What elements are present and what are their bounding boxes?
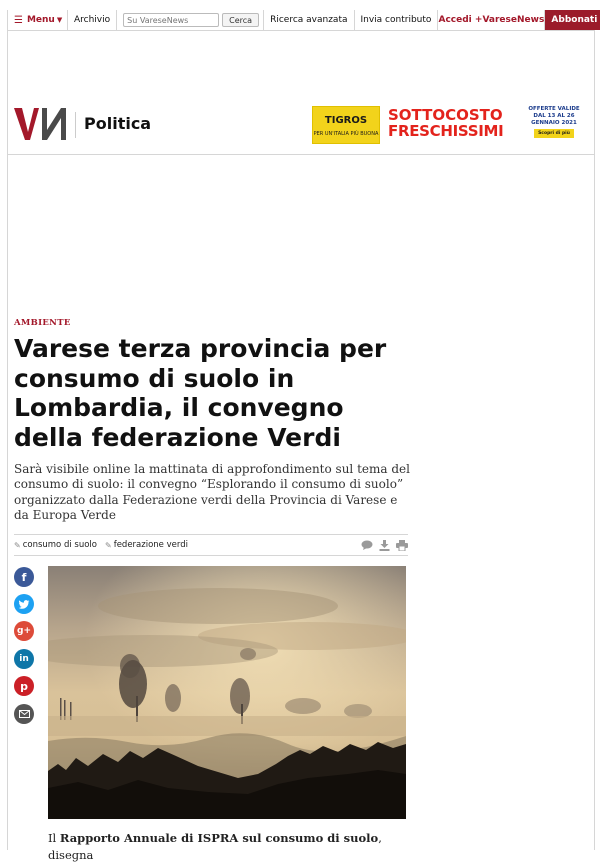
advertisement-banner[interactable] [312,106,586,144]
menu-button[interactable] [8,10,68,30]
hamburger-icon: ☰ [14,14,23,26]
article-photo[interactable] [48,566,406,819]
page-container [7,10,598,862]
ad-offer-box [524,106,584,138]
site-header [8,100,594,155]
print-icon[interactable] [396,540,408,551]
body-bold-link[interactable]: Rapporto Annuale di ISPRA sul consumo di suolo [59,831,379,845]
twitter-share-button[interactable] [14,594,34,614]
facebook-icon: f [21,570,27,584]
comment-icon[interactable] [361,540,373,550]
body-rest: , disegna [48,831,382,862]
article-headline: Varese terza provincia per consumo di suolo in Lombardia, il convegno della federazione Verdi [14,334,387,452]
linkedin-icon: in [19,654,29,664]
tag-label: consumo di suolo [22,540,97,550]
logo-text: VN [12,104,14,105]
email-icon [19,710,30,718]
download-icon[interactable] [379,540,390,551]
facebook-share-button[interactable] [14,567,34,587]
linkedin-share-button[interactable] [14,649,34,669]
top-navigation-bar [8,10,598,31]
googleplus-share-button[interactable] [14,621,34,641]
ad-offer-button[interactable]: Scopri di più [534,129,574,138]
ad-offer-line3: GENNAIO 2021 [531,120,577,126]
article-body-first-line [48,830,408,864]
search-area [117,10,222,30]
body-intro: Il [48,831,60,845]
tigros-ad-logo [312,106,380,144]
article-tags-bar [14,534,408,556]
ad-offer-line1: OFFERTE VALIDE [528,106,580,112]
tigros-brand: TIGROS [324,115,368,126]
search-button-wrap [222,10,264,30]
section-title[interactable]: Politica [84,114,152,133]
email-share-button[interactable] [14,704,34,724]
login-link[interactable]: Accedi +VareseNews [437,10,545,30]
tag-icon: ✎ [14,540,21,550]
tag-link[interactable] [105,540,188,550]
tag-link[interactable] [14,540,97,550]
article-tools [361,540,408,551]
tigros-tagline: PER UN'ITALIA PIÙ BUONA [313,131,379,137]
ad-offer-line2: DAL 13 AL 26 [533,113,575,119]
subscribe-button[interactable]: Abbonati [545,10,600,30]
archive-link[interactable]: Archivio [68,10,117,30]
ad-headline-line2: FRESCHISSIMI [388,122,504,140]
article-subtitle: Sarà visibile online la mattinata di approfondimento sul tema del consumo di suolo: il convegno “Esplorando il consumo di suolo” organizzato dalla Federazione verdi della Provincia di Varese e da Europa Verde [14,462,410,522]
ad-headline-line1: SOTTOCOSTO [388,106,503,124]
header-divider [75,112,76,138]
varesenews-logo[interactable] [12,104,68,144]
tag-icon: ✎ [105,540,112,550]
chevron-down-icon: ▼ [56,16,63,24]
twitter-icon [19,600,30,609]
search-button[interactable]: Cerca [222,13,259,27]
send-contribution-link[interactable]: Invia contributo [360,15,432,25]
tag-label: federazione verdi [113,540,188,550]
article-category[interactable]: AMBIENTE [14,318,71,328]
pinterest-share-button[interactable] [14,676,34,696]
menu-label: Menu [26,15,55,25]
googleplus-icon: g+ [17,626,31,636]
search-input[interactable] [123,13,219,27]
pinterest-icon: p [20,679,28,693]
advanced-search-link[interactable]: Ricerca avanzata [264,10,354,30]
